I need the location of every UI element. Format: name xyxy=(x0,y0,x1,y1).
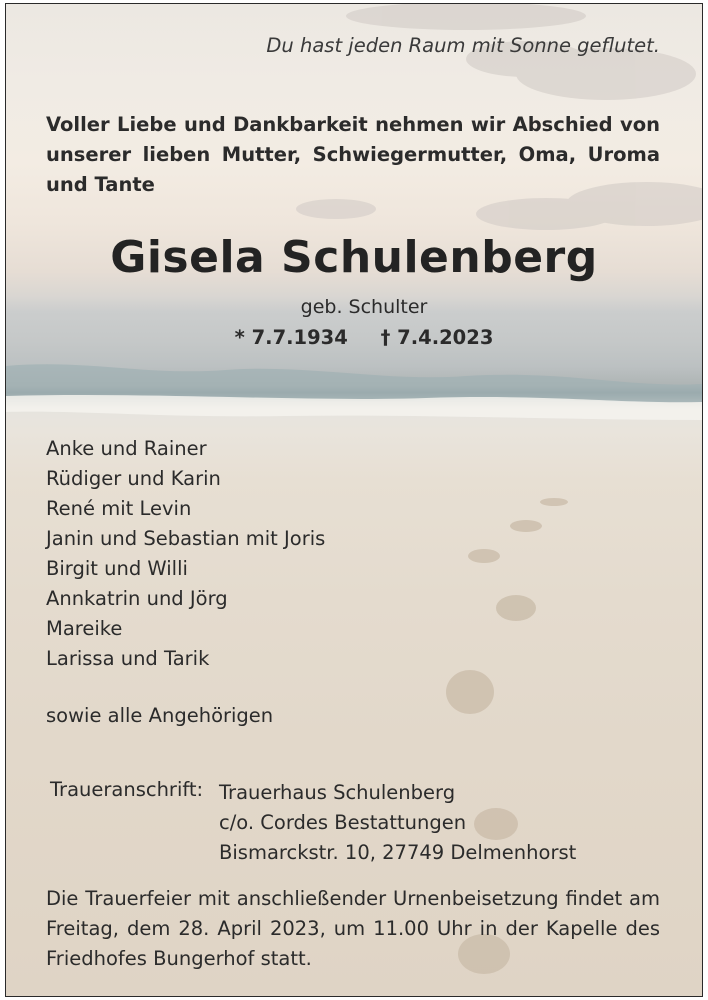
birth-date: * 7.7.1934 xyxy=(234,326,348,349)
list-item: Larissa und Tarik xyxy=(46,647,210,670)
life-dates xyxy=(6,326,702,349)
list-item: Mareike xyxy=(46,617,123,640)
death-date: † 7.4.2023 xyxy=(380,326,494,349)
address-block xyxy=(219,778,576,868)
motto: Du hast jeden Raum mit Sonne geflutet. xyxy=(266,34,660,57)
address-line: c/o. Cordes Bestattungen xyxy=(219,811,467,834)
service-info: Die Trauerfeier mit anschließender Urnenbeisetzung findet am Freitag, dem 28. April 2023, um 11.00 Uhr in der Kapelle des Friedhofes Bungerhof statt. xyxy=(46,887,660,970)
intro-text: Voller Liebe und Dankbarkeit nehmen wir Abschied von unserer lieben Mutter, Schwiegermutter, Oma, Uroma und Tante xyxy=(46,113,660,196)
relatives-line: sowie alle Angehörigen xyxy=(46,704,274,727)
address-label: Traueranschrift: xyxy=(50,778,204,801)
list-item: Birgit und Willi xyxy=(46,557,188,580)
list-item: Janin und Sebastian mit Joris xyxy=(46,527,326,550)
list-item: Anke und Rainer xyxy=(46,437,207,460)
list-item: Annkatrin und Jörg xyxy=(46,587,228,610)
address-line: Bismarckstr. 10, 27749 Delmenhorst xyxy=(219,841,577,864)
list-item: René mit Levin xyxy=(46,497,192,520)
mourners-list xyxy=(46,434,325,674)
birth-name: geb. Schulter xyxy=(300,296,428,318)
address-line: Trauerhaus Schulenberg xyxy=(219,781,456,804)
obituary-notice xyxy=(5,3,703,997)
list-item: Rüdiger und Karin xyxy=(46,467,221,490)
deceased-name: Gisela Schulenberg xyxy=(110,232,598,283)
